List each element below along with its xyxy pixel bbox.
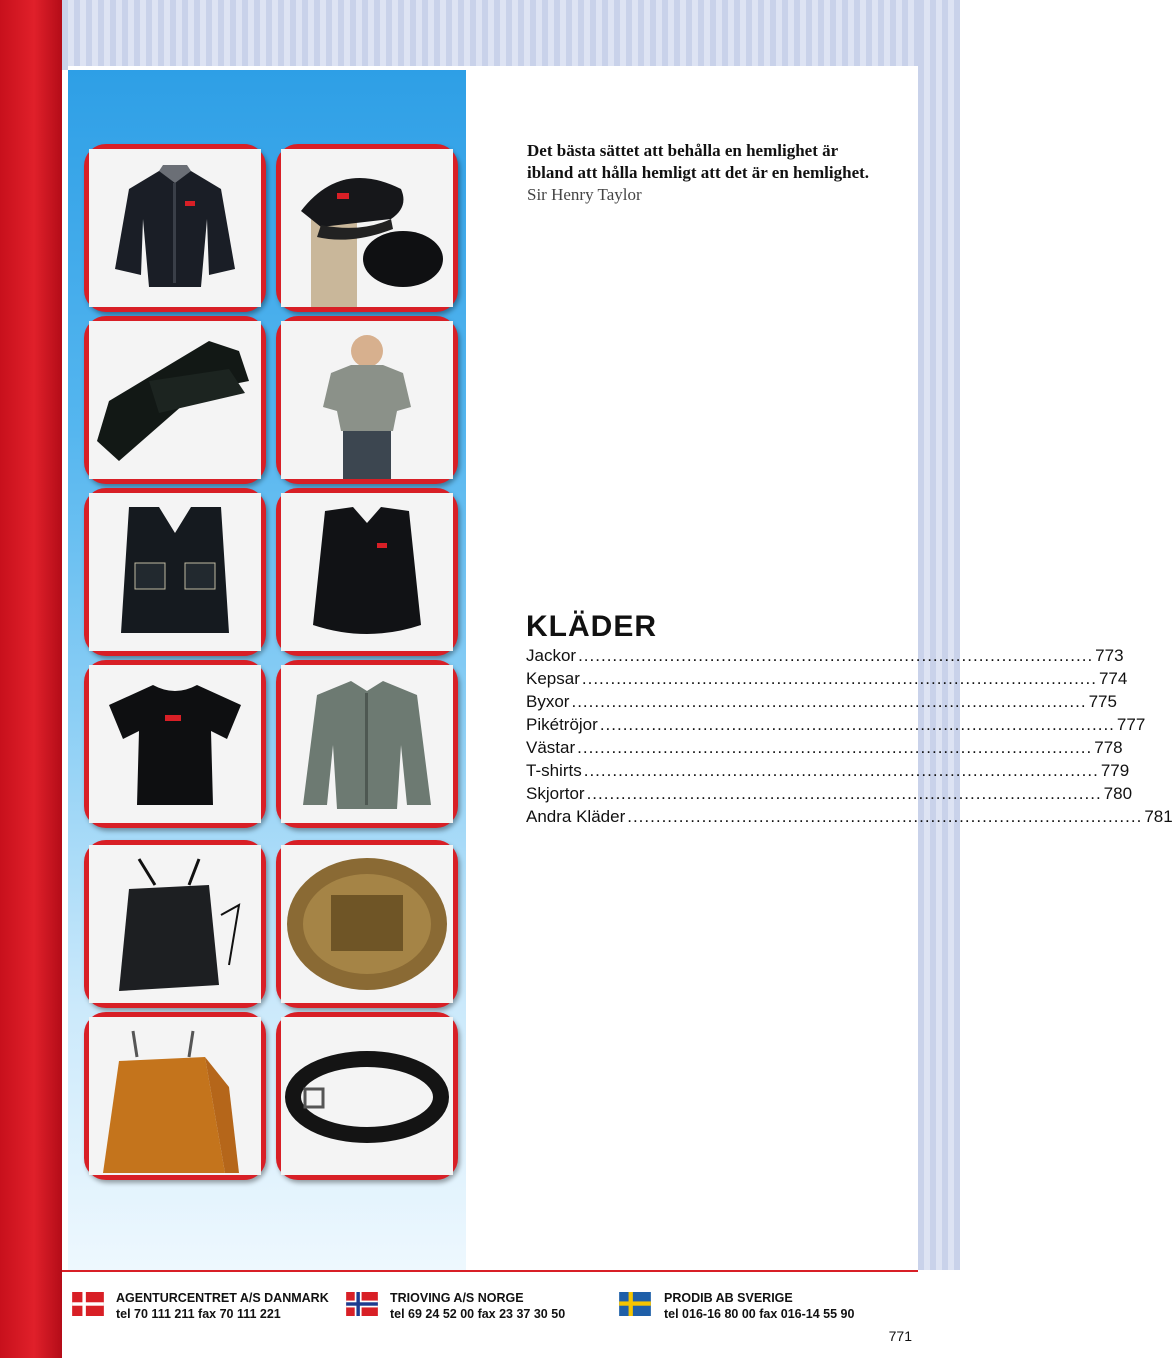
page-number: 771	[888, 1328, 912, 1344]
toc-item-kepsar[interactable]	[526, 669, 1128, 692]
toc-leader-dots: ..........................................................................................	[627, 807, 1143, 826]
contact-denmark	[116, 1290, 329, 1322]
norway-flag-icon	[344, 1292, 380, 1316]
toc-leader-dots: ..........................................................................................	[583, 761, 1099, 780]
quote-author: Sir Henry Taylor	[527, 185, 642, 204]
quote-line-1: Det bästa sättet att behålla en hemlighet är	[527, 141, 839, 160]
toc-leader-dots: ..........................................................................................	[577, 738, 1093, 757]
toc-item-andra-klader[interactable]	[526, 807, 1173, 830]
belt-buckle-photo	[276, 840, 458, 1008]
toc-leader-dots: ..........................................................................................	[581, 669, 1097, 688]
table-of-contents	[526, 646, 1173, 830]
toc-label: Byxor	[526, 692, 570, 711]
toc-leader-dots: ..........................................................................................	[599, 715, 1115, 734]
toc-label: Västar	[526, 738, 576, 757]
work-vest-photo	[84, 488, 266, 656]
tshirt-photo	[84, 660, 266, 828]
toc-item-vastar[interactable]	[526, 738, 1123, 761]
contact-norway	[390, 1290, 565, 1322]
toc-label: Kepsar	[526, 669, 580, 688]
quote-block	[527, 140, 907, 206]
fleece-vest-photo	[276, 488, 458, 656]
right-stripe-band	[918, 0, 960, 1270]
toc-page-number: 781	[1144, 807, 1173, 826]
contact-name: PRODIB AB SVERIGE	[664, 1291, 793, 1305]
toc-label: Skjortor	[526, 784, 585, 803]
belt-photo	[276, 1012, 458, 1180]
toc-page-number: 780	[1103, 784, 1133, 803]
contact-name: AGENTURCENTRET A/S DANMARK	[116, 1291, 329, 1305]
section-title: KLÄDER	[526, 610, 657, 643]
contact-phone: tel 016-16 80 00 fax 016-14 55 90	[664, 1307, 855, 1321]
toc-label: Andra Kläder	[526, 807, 626, 826]
toc-item-byxor[interactable]	[526, 692, 1117, 715]
top-stripe-band	[62, 0, 960, 70]
toc-page-number: 774	[1098, 669, 1128, 688]
toc-item-skjortor[interactable]	[526, 784, 1133, 807]
contact-phone: tel 70 111 211 fax 70 111 221	[116, 1307, 281, 1321]
toc-page-number: 777	[1116, 715, 1146, 734]
left-red-sidebar	[0, 0, 62, 1358]
toc-page-number: 773	[1095, 646, 1124, 665]
toc-leader-dots: ..........................................................................................	[578, 646, 1094, 665]
jacket-photo	[84, 144, 266, 312]
contact-name: TRIOVING A/S NORGE	[390, 1291, 524, 1305]
sweden-flag-icon	[617, 1292, 653, 1316]
quote-line-2: ibland att hålla hemligt att det är en hemlighet.	[527, 163, 870, 182]
toc-label: Jackor	[526, 646, 577, 665]
toc-item-tshirts[interactable]	[526, 761, 1130, 784]
cap-photo	[276, 144, 458, 312]
leather-apron-brown-photo	[84, 1012, 266, 1180]
toc-leader-dots: ..........................................................................................	[571, 692, 1087, 711]
toc-item-jackor[interactable]	[526, 646, 1124, 669]
toc-page-number: 779	[1100, 761, 1130, 780]
denmark-flag-icon	[70, 1292, 106, 1316]
toc-item-piketrojor[interactable]	[526, 715, 1146, 738]
polo-shirt-photo	[276, 316, 458, 484]
toc-page-number: 775	[1088, 692, 1117, 711]
contact-sweden	[664, 1290, 854, 1322]
contact-phone: tel 69 24 52 00 fax 23 37 30 50	[390, 1307, 566, 1321]
toc-label: Pikétröjor	[526, 715, 598, 734]
leather-apron-black-photo	[84, 840, 266, 1008]
trousers-photo	[84, 316, 266, 484]
toc-leader-dots: ..........................................................................................	[586, 784, 1102, 803]
shirt-photo	[276, 660, 458, 828]
footer-divider	[62, 1270, 918, 1272]
toc-page-number: 778	[1094, 738, 1123, 757]
toc-label: T-shirts	[526, 761, 582, 780]
